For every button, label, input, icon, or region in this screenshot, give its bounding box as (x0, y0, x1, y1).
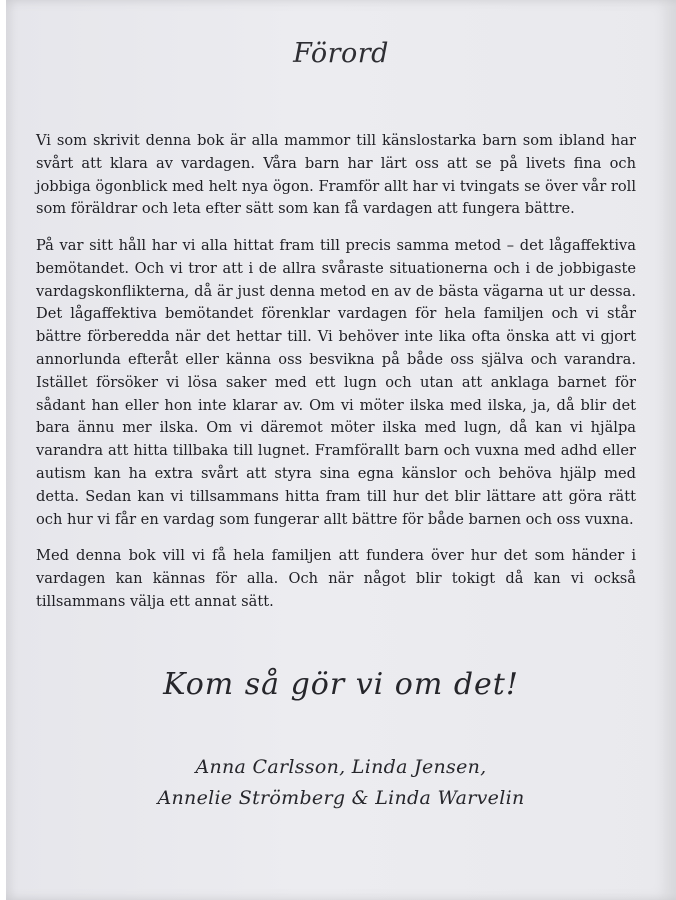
page-title: Förord (293, 38, 389, 69)
book-page (6, 0, 676, 900)
closing-line: Kom så gör vi om det! (163, 667, 519, 702)
author-line-1: Anna Carlsson, Linda Jensen, (195, 756, 487, 778)
paragraph-method: På var sitt håll har vi alla hittat fram till precis samma metod – det lågaffektiva bemötandet. Och vi tror att i de allra svåraste situationerna och i de jobbigaste vardagskonflikterna, då är just denna metod en av de bästa vägarna ut ur dessa. Det lågaffektiva bemötandet förenklar vardagen för hela familjen och vi står bättre förberedda när det hettar till. Vi behöver inte lika ofta önska att vi gjort annorlunda efteråt eller känna oss besvikna på både oss själva och varandra. Istället försöker vi lösa saker med ett lugn och utan att anklaga barnet för sådant han eller hon inte klarar av. Om vi möter ilska med ilska, ja, då blir det bara ännu mer ilska. Om vi däremot möter ilska med lugn, då kan vi hjälpa varandra att hitta tillbaka till lugnet. Framförallt barn och vuxna med adhd eller autism kan ha extra svårt att styra sina egna känslor och behöva hjälp med detta. Sedan kan vi tillsammans hitta fram till hur det blir lättare att göra rätt och hur vi får en vardag som fungerar allt bättre för både barnen och oss vuxna. (36, 237, 636, 528)
paragraph-intro: Vi som skrivit denna bok är alla mammor till känslostarka barn som ibland har svårt att klara av vardagen. Våra barn har lärt oss att se på livets fina och jobbiga ögonblick med helt nya ögon. Framför allt har vi tvingats se över vår roll som föräldrar och leta efter sätt som kan få vardagen att fungera bättre. (36, 132, 636, 218)
paragraph-purpose: Med denna bok vill vi få hela familjen att fundera över hur det som händer i vardagen kan kännas för alla. Och när något blir tokigt då kan vi också tillsammans välja ett annat sätt. (36, 547, 636, 610)
author-line-2: Annelie Strömberg & Linda Warvelin (157, 787, 525, 809)
